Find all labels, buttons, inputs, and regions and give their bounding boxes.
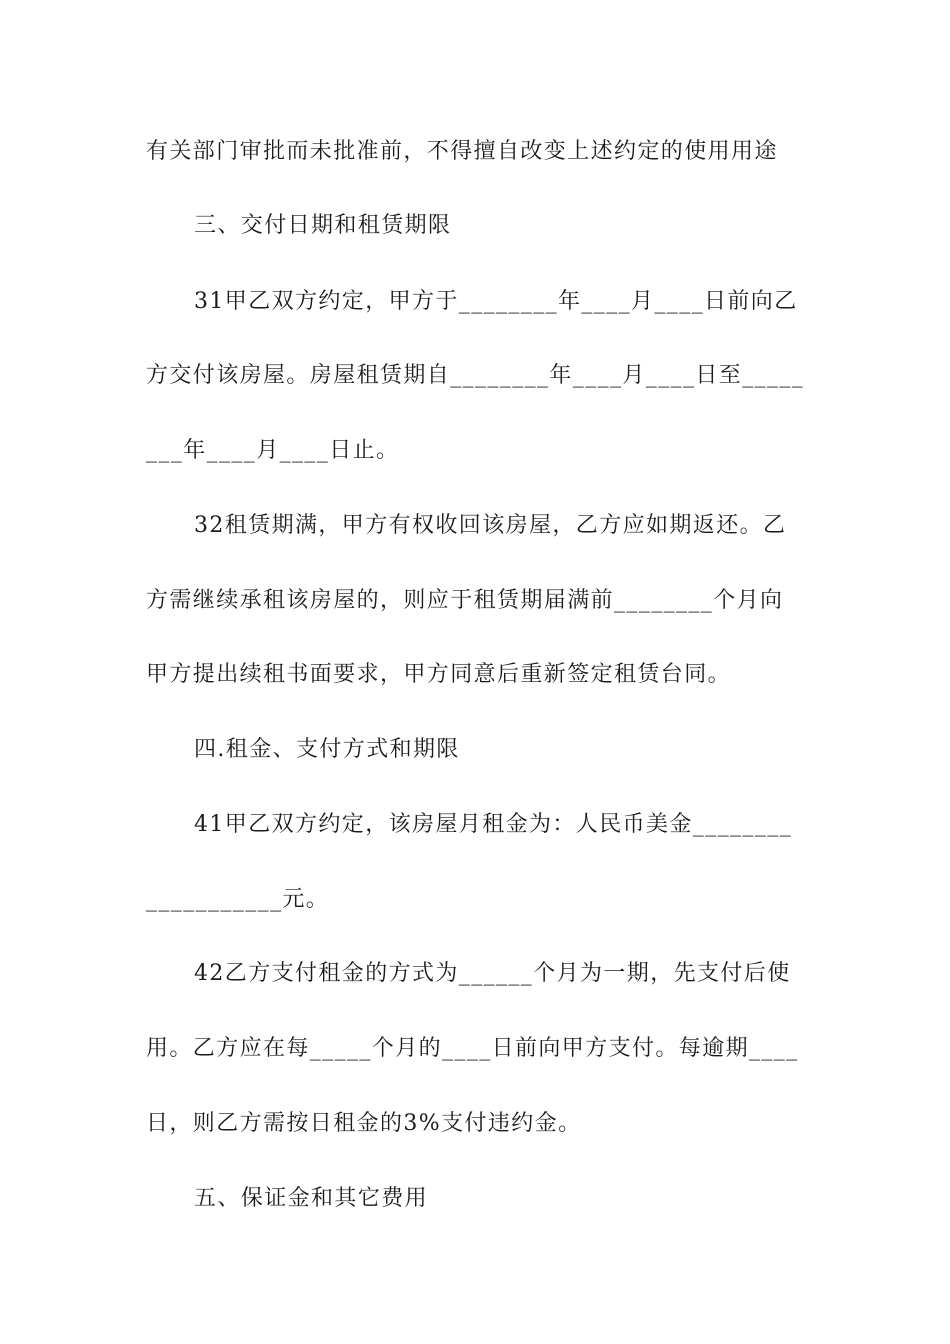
clause-4-1-line-2: ___________元。 — [146, 887, 330, 912]
clause-3-1-line-2: 方交付该房屋。房屋租赁期自________年____月____日至_____ — [146, 363, 805, 388]
clause-4-1-line-1: 41甲乙双方约定，该房屋月租金为：人民币美金________ — [194, 812, 792, 837]
clause-3-1-line-1: 31甲乙双方约定，甲方于________年____月____日前向乙 — [194, 289, 798, 314]
clause-3-1-line-3: ___年____月____日止。 — [146, 438, 400, 463]
clause-4-2-line-1: 42乙方支付租金的方式为______个月为一期，先支付后使 — [194, 961, 791, 986]
clause-3-2-line-2: 方需继续承租该房屋的，则应于租赁期届满前________个月向 — [146, 588, 784, 613]
clause-4-2-line-3: 日，则乙方需按日租金的3%支付违约金。 — [146, 1111, 582, 1136]
section-heading-4: 四.租金、支付方式和期限 — [194, 737, 460, 762]
paragraph-line-usage-restriction: 有关部门审批而未批准前，不得擅自改变上述约定的使用用途 — [146, 139, 778, 164]
section-heading-3: 三、交付日期和租赁期限 — [194, 213, 452, 238]
section-heading-5: 五、保证金和其它费用 — [194, 1186, 429, 1211]
clause-3-2-line-1: 32租赁期满，甲方有权收回该房屋，乙方应如期返还。乙 — [194, 513, 787, 538]
clause-3-2-line-3: 甲方提出续租书面要求，甲方同意后重新签定租赁台同。 — [146, 662, 732, 687]
clause-4-2-line-2: 用。乙方应在每_____个月的____日前向甲方支付。每逾期____ — [146, 1036, 799, 1061]
